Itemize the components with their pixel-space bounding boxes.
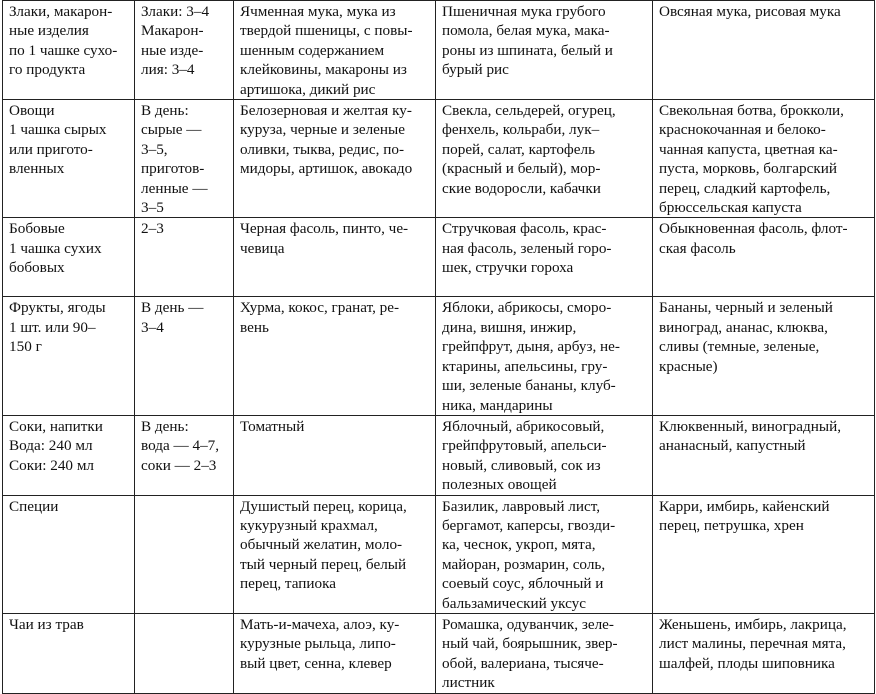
- food-list-cell: [436, 297, 653, 415]
- cell-text-line: брюссельская капуста: [659, 199, 802, 217]
- category-cell: [3, 613, 135, 693]
- cell-text-line: соевый соус, яблочный и: [442, 575, 604, 593]
- cell-text-line: Пшеничная мука грубого: [442, 3, 606, 20]
- table-body: [3, 1, 875, 694]
- cell-text-line: Овощи: [9, 102, 55, 120]
- food-list-cell: [234, 297, 436, 415]
- cell-text-line: Стручковая фасоль, крас-: [442, 220, 607, 238]
- cell-text-line: Свекольная ботва, брокколи,: [659, 102, 844, 120]
- cell-text-line: вленных: [9, 160, 65, 178]
- food-list-cell: [653, 495, 875, 613]
- category-cell: [3, 218, 135, 297]
- cell-text-line: Злаки: 3–4: [141, 3, 210, 20]
- cell-text-line: Яблочный, абрикосовый,: [442, 417, 605, 435]
- cell-text-line: Базилик, лавровый лист,: [442, 497, 600, 515]
- cell-text-line: ские водоросли, кабачки: [442, 179, 601, 197]
- cell-text-line: перец, тапиока: [240, 575, 337, 593]
- cell-text-line: роны из шпината, белый и: [442, 41, 613, 59]
- cell-text-line: ананасный, капустный: [659, 437, 806, 455]
- food-compatibility-table: [2, 0, 875, 694]
- cell-text-line: сливы (темные, зеленые,: [659, 338, 820, 356]
- cell-text-line: В день:: [141, 102, 189, 120]
- cell-text-line: В день:: [141, 417, 189, 435]
- cell-text-line: 150 г: [9, 338, 42, 356]
- cell-text-line: Злаки, макарон-: [9, 3, 113, 20]
- cell-text-line: ные изде-: [141, 41, 204, 59]
- cell-text-line: Соки, напитки: [9, 417, 103, 435]
- amount-cell: [135, 100, 234, 218]
- cell-text-line: Душистый перец, корица,: [240, 497, 407, 515]
- amount-cell: [135, 297, 234, 415]
- table-row: [3, 297, 875, 415]
- category-cell: [3, 1, 135, 100]
- food-list-cell: [436, 218, 653, 297]
- amount-cell: [135, 415, 234, 495]
- food-list-cell: [234, 1, 436, 100]
- cell-text-line: лия: 3–4: [141, 61, 195, 79]
- cell-text-line: шалфей, плоды шиповника: [659, 654, 835, 672]
- cell-text-line: вода — 4–7,: [141, 437, 220, 455]
- cell-text-line: мидоры, артишок, авокадо: [240, 160, 413, 178]
- cell-text-line: вый цвет, сенна, клевер: [240, 654, 392, 672]
- cell-text-line: клейковины, макароны из: [240, 61, 407, 79]
- cell-text-line: 2–3: [141, 220, 164, 238]
- cell-text-line: Ромашка, одуванчик, зеле-: [442, 615, 614, 633]
- cell-text-line: 3–4: [141, 318, 164, 336]
- cell-text-line: или пригото-: [9, 140, 93, 158]
- cell-text-line: кукурузный крахмал,: [240, 516, 378, 534]
- cell-text-line: (красный и белый), мор-: [442, 160, 601, 178]
- cell-text-line: ская фасоль: [659, 239, 736, 257]
- cell-text-line: 3–5: [141, 199, 164, 217]
- cell-text-line: оливки, тыква, редис, по-: [240, 140, 404, 158]
- cell-text-line: твердой пшеницы, с повы-: [240, 22, 413, 40]
- cell-text-line: вень: [240, 318, 269, 336]
- food-list-cell: [436, 1, 653, 100]
- cell-text-line: соки — 2–3: [141, 456, 217, 474]
- cell-text-line: краснокочанная и белоко-: [659, 121, 826, 139]
- cell-text-line: шенным содержанием: [240, 41, 385, 59]
- cell-text-line: Женьшень, имбирь, лакрица,: [659, 615, 847, 633]
- category-cell: [3, 495, 135, 613]
- cell-text-line: полезных овощей: [442, 476, 557, 494]
- cell-text-line: ные изделия: [9, 22, 89, 40]
- food-list-cell: [436, 613, 653, 693]
- cell-text-line: грейпфрут, дыня, арбуз, не-: [442, 338, 620, 356]
- cell-text-line: дина, вишня, инжир,: [442, 318, 577, 336]
- cell-text-line: Томатный: [240, 417, 305, 435]
- table-row: [3, 495, 875, 613]
- cell-text-line: по 1 чашке сухо-: [9, 41, 118, 59]
- food-list-cell: [653, 100, 875, 218]
- cell-text-line: Белозерновая и желтая ку-: [240, 102, 412, 120]
- cell-text-line: ленные —: [141, 179, 208, 197]
- amount-cell: [135, 218, 234, 297]
- cell-text-line: майоран, розмарин, соль,: [442, 555, 606, 573]
- food-list-cell: [653, 297, 875, 415]
- food-list-cell: [653, 415, 875, 495]
- cell-text-line: грейпфрутовый, апельси-: [442, 437, 607, 455]
- cell-text-line: Макарон-: [141, 22, 204, 40]
- table-row: [3, 100, 875, 218]
- amount-cell: [135, 495, 234, 613]
- cell-text-line: бальзамический уксус: [442, 594, 586, 612]
- cell-text-line: шек, стручки гороха: [442, 259, 574, 277]
- cell-text-line: Яблоки, абрикосы, сморо-: [442, 299, 612, 317]
- cell-text-line: обой, валериана, тысяче-: [442, 654, 604, 672]
- cell-text-line: артишока, дикий рис: [240, 80, 376, 98]
- cell-text-line: Специи: [9, 497, 59, 515]
- cell-text-line: Вода: 240 мл: [9, 437, 93, 455]
- cell-text-line: 1 чашка сырых: [9, 121, 107, 139]
- cell-text-line: Бананы, черный и зеленый: [659, 299, 833, 317]
- amount-cell: [135, 613, 234, 693]
- cell-text-line: тый черный перец, белый: [240, 555, 407, 573]
- food-list-cell: [436, 415, 653, 495]
- cell-text-line: перец, петрушка, хрен: [659, 516, 804, 534]
- cell-text-line: курузные рыльца, липо-: [240, 635, 396, 653]
- cell-text-line: Чаи из трав: [9, 615, 84, 633]
- cell-text-line: красные): [659, 357, 718, 375]
- cell-text-line: чанная капуста, цветная ка-: [659, 140, 838, 158]
- category-cell: [3, 415, 135, 495]
- cell-text-line: В день —: [141, 299, 204, 317]
- cell-text-line: Овсяная мука, рисовая мука: [659, 3, 841, 20]
- cell-text-line: Мать-и-мачеха, алоэ, ку-: [240, 615, 400, 633]
- food-list-cell: [436, 100, 653, 218]
- cell-text-line: куруза, черные и зеленые: [240, 121, 405, 139]
- cell-text-line: ка, чеснок, укроп, мята,: [442, 536, 596, 554]
- cell-text-line: лист малины, перечная мята,: [659, 635, 846, 653]
- cell-text-line: Клюквенный, виноградный,: [659, 417, 842, 435]
- cell-text-line: ши, зеленые бананы, клуб-: [442, 377, 616, 395]
- cell-text-line: виноград, ананас, клюква,: [659, 318, 828, 336]
- category-cell: [3, 100, 135, 218]
- table-row: [3, 1, 875, 100]
- cell-text-line: Обыкновенная фасоль, флот-: [659, 220, 848, 238]
- cell-text-line: бобовых: [9, 259, 65, 277]
- cell-text-line: приготов-: [141, 160, 205, 178]
- food-list-cell: [234, 100, 436, 218]
- cell-text-line: ника, мандарины: [442, 396, 553, 414]
- cell-text-line: бурый рис: [442, 61, 509, 79]
- cell-text-line: Фрукты, ягоды: [9, 299, 106, 317]
- cell-text-line: сырые —: [141, 121, 202, 139]
- cell-text-line: обычный желатин, моло-: [240, 536, 403, 554]
- food-list-cell: [653, 1, 875, 100]
- food-list-cell: [234, 613, 436, 693]
- cell-text-line: 1 шт. или 90–: [9, 318, 96, 336]
- category-cell: [3, 297, 135, 415]
- cell-text-line: чевица: [240, 239, 285, 257]
- cell-text-line: перец, сладкий картофель,: [659, 179, 831, 197]
- cell-text-line: го продукта: [9, 61, 86, 79]
- cell-text-line: Свекла, сельдерей, огурец,: [442, 102, 616, 120]
- cell-text-line: 3–5,: [141, 140, 168, 158]
- cell-text-line: Черная фасоль, пинто, че-: [240, 220, 409, 238]
- amount-cell: [135, 1, 234, 100]
- table-row: [3, 218, 875, 297]
- cell-text-line: Карри, имбирь, кайенский: [659, 497, 830, 515]
- cell-text-line: листник: [442, 674, 495, 692]
- cell-text-line: Бобовые: [9, 220, 65, 238]
- cell-text-line: ная фасоль, зеленый горо-: [442, 239, 612, 257]
- cell-text-line: помола, белая мука, мака-: [442, 22, 610, 40]
- food-list-cell: [436, 495, 653, 613]
- food-list-cell: [234, 415, 436, 495]
- cell-text-line: ктарины, апельсины, гру-: [442, 357, 608, 375]
- food-list-cell: [234, 218, 436, 297]
- cell-text-line: Соки: 240 мл: [9, 456, 95, 474]
- cell-text-line: фенхель, кольраби, лук–: [442, 121, 600, 139]
- cell-text-line: 1 чашка сухих: [9, 239, 102, 257]
- cell-text-line: Ячменная мука, мука из: [240, 3, 396, 20]
- cell-text-line: порей, салат, картофель: [442, 140, 595, 158]
- food-list-cell: [234, 495, 436, 613]
- food-list-cell: [653, 613, 875, 693]
- cell-text-line: ный чай, боярышник, звер-: [442, 635, 618, 653]
- cell-text-line: пуста, морковь, болгарский: [659, 160, 837, 178]
- food-list-cell: [653, 218, 875, 297]
- cell-text-line: бергамот, каперсы, гвозди-: [442, 516, 616, 534]
- cell-text-line: новый, сливовый, сок из: [442, 456, 601, 474]
- table-row: [3, 415, 875, 495]
- cell-text-line: Хурма, кокос, гранат, ре-: [240, 299, 400, 317]
- table-row: [3, 613, 875, 693]
